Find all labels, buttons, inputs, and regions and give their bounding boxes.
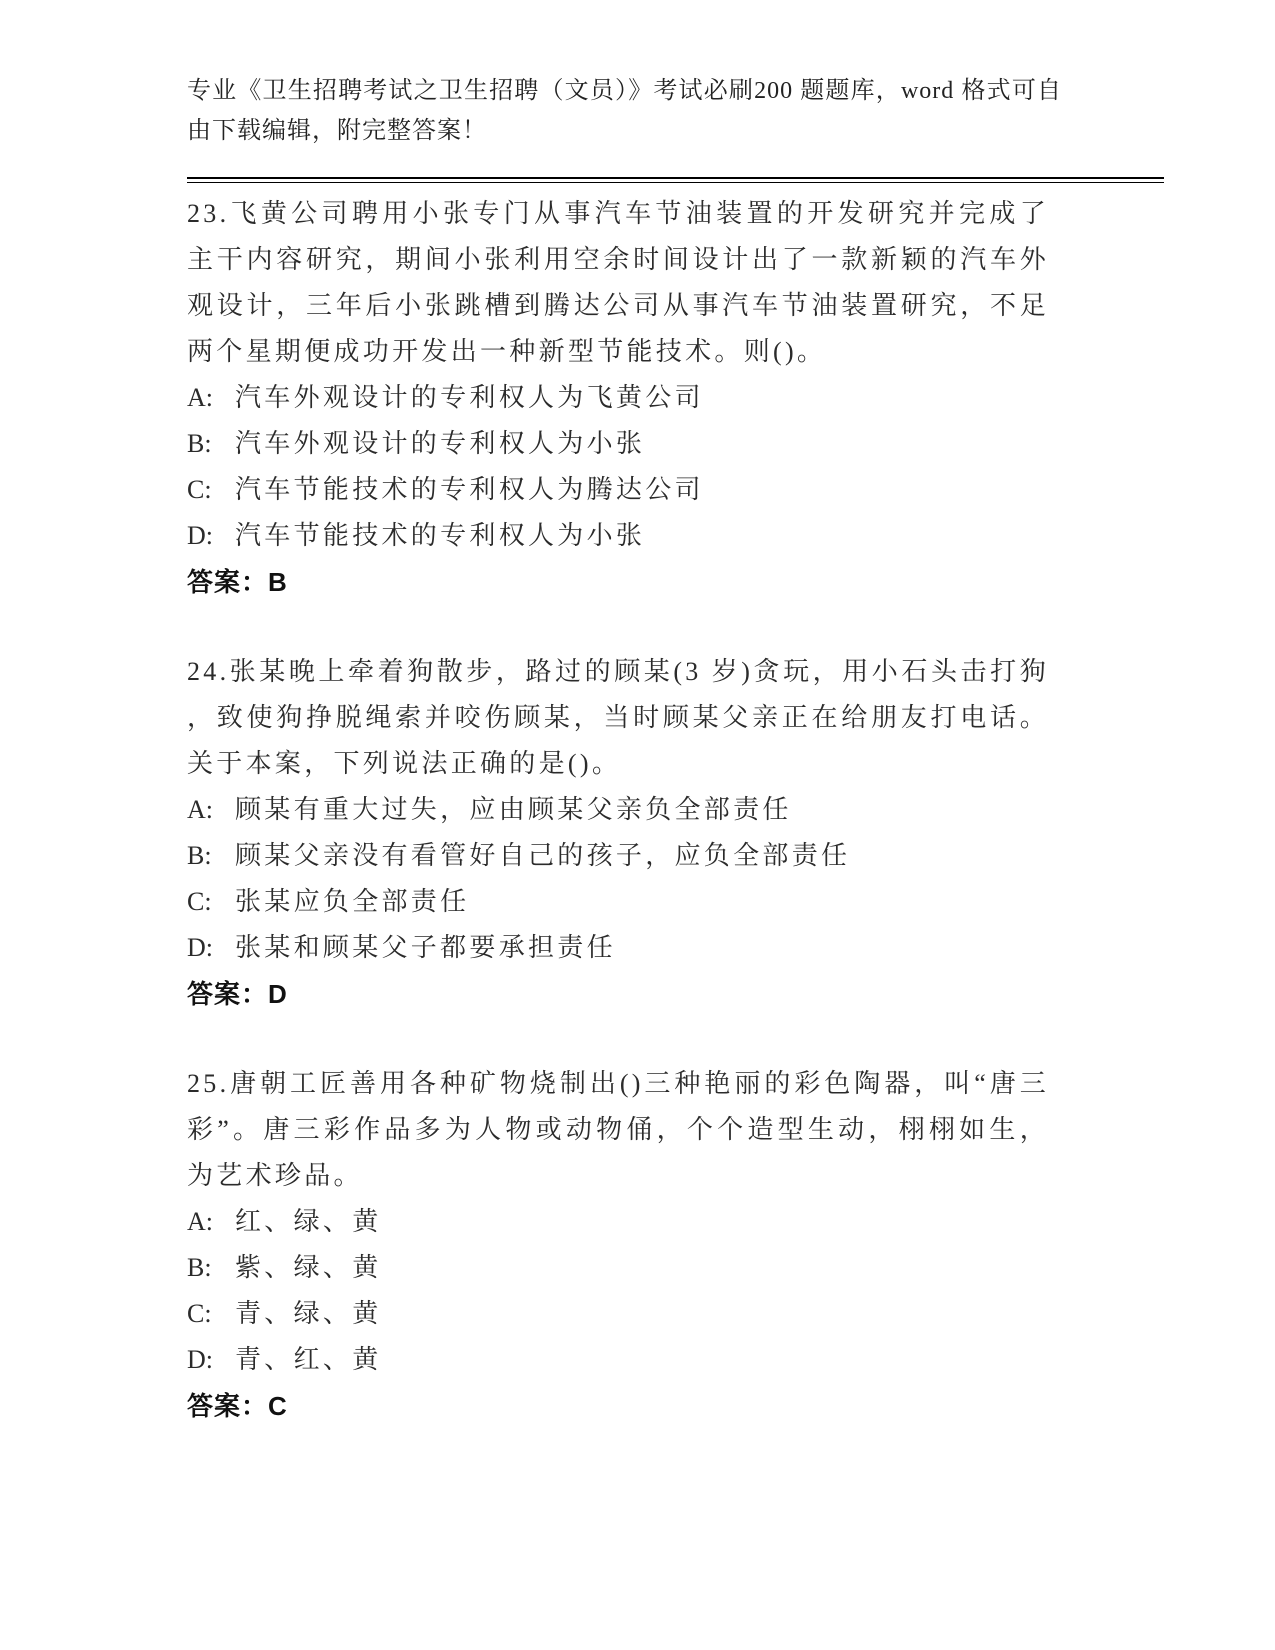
option-text: 顾某有重大过失，应由顾某父亲负全部责任 bbox=[235, 795, 792, 824]
option-a bbox=[187, 1199, 1049, 1245]
option-text: 张某应负全部责任 bbox=[235, 887, 470, 916]
question-stem bbox=[187, 649, 1049, 787]
question-list bbox=[187, 191, 1049, 1429]
answer-line bbox=[187, 971, 1049, 1017]
question-number: 25. bbox=[187, 1069, 230, 1098]
option-label: B: bbox=[187, 841, 212, 870]
answer-value: B bbox=[268, 567, 288, 597]
option-label: D: bbox=[187, 521, 213, 550]
option-b bbox=[187, 833, 1049, 879]
option-text: 顾某父亲没有看管好自己的孩子，应负全部责任 bbox=[235, 841, 851, 870]
option-c bbox=[187, 879, 1049, 925]
question-number: 24. bbox=[187, 657, 230, 686]
option-text: 汽车节能技术的专利权人为小张 bbox=[235, 521, 646, 550]
question-stem bbox=[187, 1061, 1049, 1199]
option-label: C: bbox=[187, 475, 212, 504]
question-text: 飞黄公司聘用小张专门从事汽车节油装置的开发研究并完成了主干内容研究，期间小张利用空余时间设计出了一款新颖的汽车外观设计，三年后小张跳槽到腾达公司从事汽车节油装置研究，不足两个星期便成功开发出一种新型节能技术。则()。 bbox=[187, 199, 1049, 366]
answer-label: 答案： bbox=[187, 979, 269, 1009]
option-text: 紫、绿、黄 bbox=[235, 1253, 382, 1282]
option-b bbox=[187, 421, 1049, 467]
option-d bbox=[187, 513, 1049, 559]
question-24 bbox=[187, 649, 1049, 1017]
option-text: 张某和顾某父子都要承担责任 bbox=[235, 933, 616, 962]
question-23 bbox=[187, 191, 1049, 605]
answer-line bbox=[187, 1383, 1049, 1429]
option-label: A: bbox=[187, 383, 213, 412]
option-a bbox=[187, 375, 1049, 421]
answer-line bbox=[187, 559, 1049, 605]
answer-label: 答案： bbox=[187, 567, 269, 597]
option-text: 青、绿、黄 bbox=[235, 1299, 382, 1328]
question-text: 张某晚上牵着狗散步，路过的顾某(3 岁)贪玩，用小石头击打狗，致使狗挣脱绳索并咬伤顾某，当时顾某父亲正在给朋友打电话。关于本案，下列说法正确的是()。 bbox=[187, 657, 1049, 778]
option-a bbox=[187, 787, 1049, 833]
option-d bbox=[187, 1337, 1049, 1383]
option-text: 汽车节能技术的专利权人为腾达公司 bbox=[235, 475, 704, 504]
question-text: 唐朝工匠善用各种矿物烧制出()三种艳丽的彩色陶器，叫“唐三彩”。唐三彩作品多为人物或动物俑，个个造型生动，栩栩如生，为艺术珍品。 bbox=[187, 1069, 1049, 1190]
option-label: D: bbox=[187, 1345, 213, 1374]
question-stem bbox=[187, 191, 1049, 375]
option-label: A: bbox=[187, 795, 213, 824]
option-d bbox=[187, 925, 1049, 971]
option-c bbox=[187, 467, 1049, 513]
answer-label: 答案： bbox=[187, 1391, 269, 1421]
option-c bbox=[187, 1291, 1049, 1337]
option-label: B: bbox=[187, 1253, 212, 1282]
option-text: 青、红、黄 bbox=[235, 1345, 382, 1374]
option-label: A: bbox=[187, 1207, 213, 1236]
option-label: B: bbox=[187, 429, 212, 458]
option-text: 汽车外观设计的专利权人为小张 bbox=[235, 429, 646, 458]
answer-value: C bbox=[268, 1391, 288, 1421]
option-text: 红、绿、黄 bbox=[235, 1207, 382, 1236]
answer-value: D bbox=[268, 979, 288, 1009]
option-b bbox=[187, 1245, 1049, 1291]
doc-header-text: 专业《卫生招聘考试之卫生招聘（文员）》考试必刷200 题题库，word 格式可自由下载编辑，附完整答案！ bbox=[187, 78, 1062, 144]
question-number: 23. bbox=[187, 199, 230, 228]
option-label: D: bbox=[187, 933, 213, 962]
option-label: C: bbox=[187, 1299, 212, 1328]
section-divider bbox=[187, 177, 1164, 183]
option-label: C: bbox=[187, 887, 212, 916]
question-25 bbox=[187, 1061, 1049, 1429]
option-text: 汽车外观设计的专利权人为飞黄公司 bbox=[235, 383, 704, 412]
